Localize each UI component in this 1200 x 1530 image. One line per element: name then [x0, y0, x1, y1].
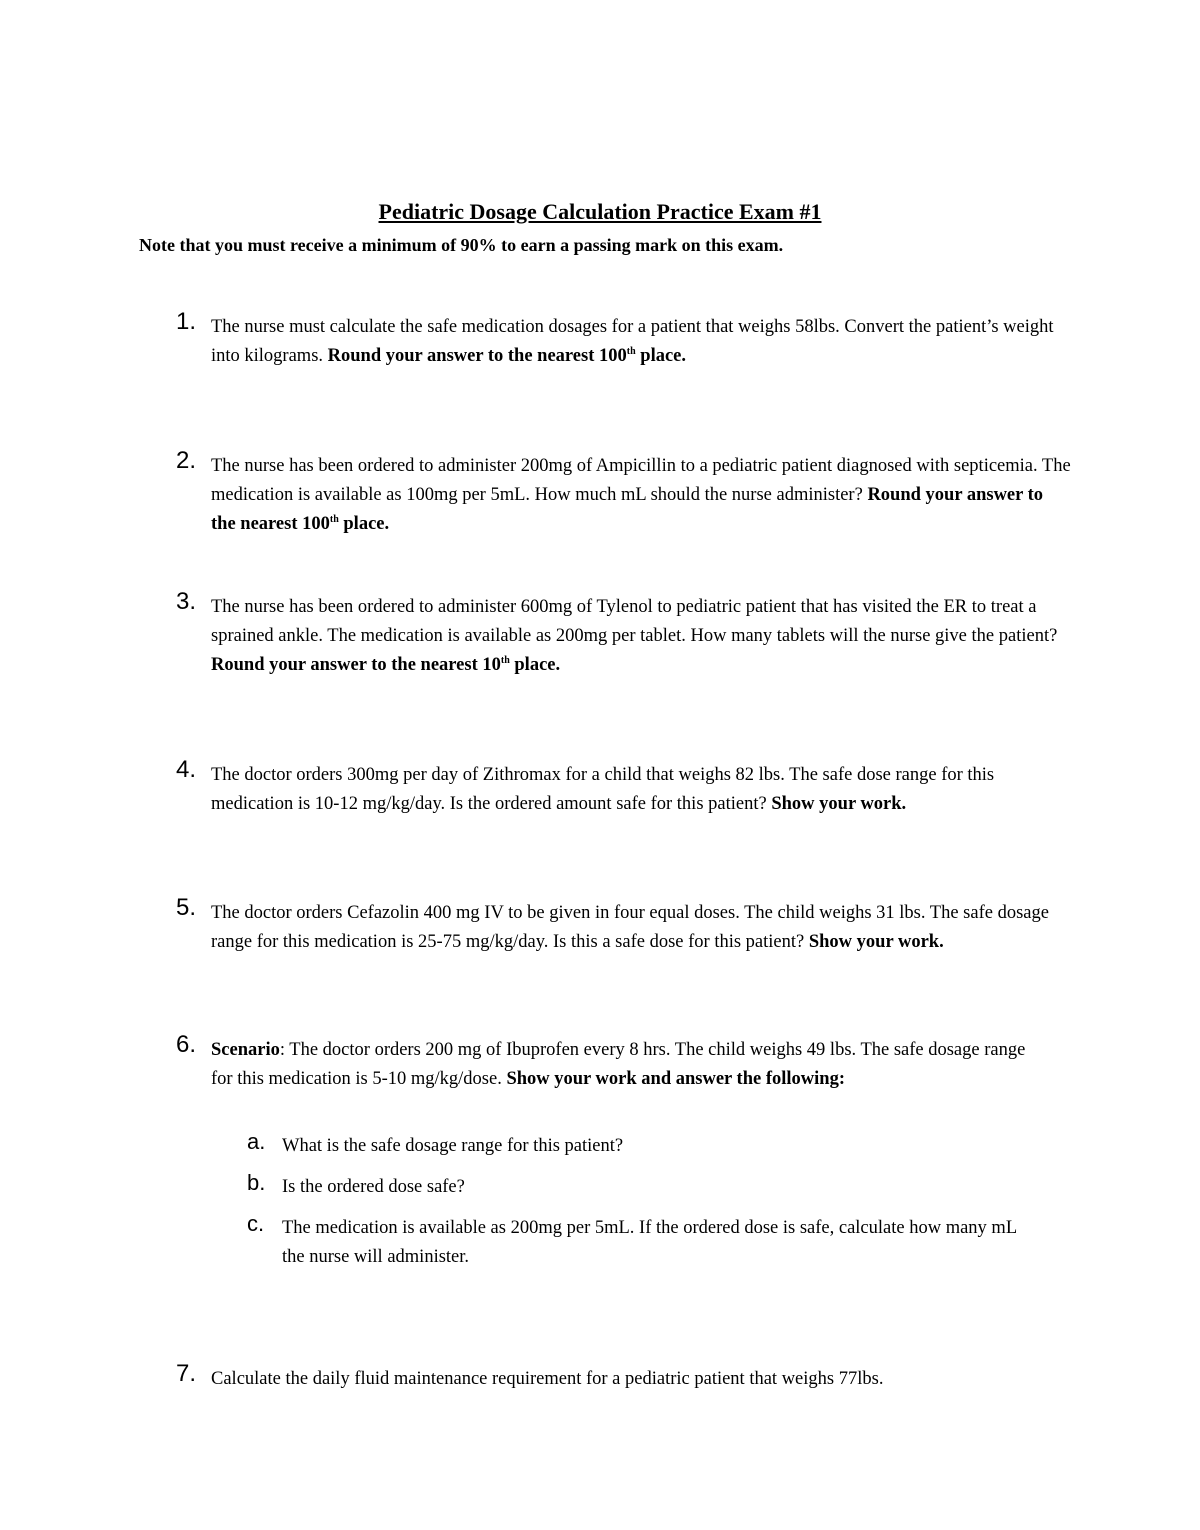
question-text	[211, 761, 1071, 819]
question-number: 2.	[176, 447, 197, 474]
question-body: Calculate the daily fluid maintenance requirement for a pediatric patient that weighs 77lbs.	[211, 1369, 884, 1389]
question-number: 7.	[176, 1360, 197, 1387]
sub-question-letter: a.	[247, 1129, 266, 1154]
question-body: The doctor orders Cefazolin 400 mg IV to be given in four equal doses. The child weighs 31 lbs. The safe dosage range for this medication is 25-75 mg/kg/day. Is this a safe dose for this patient?	[211, 903, 1049, 952]
question-number: 6.	[176, 1031, 197, 1058]
question-instruction: Round your answer to the nearest 10	[211, 655, 501, 675]
question-body: The nurse must calculate the safe medication dosages for a patient that weighs 58lbs. Convert the patient’s weight into kilograms.	[211, 317, 1054, 366]
ordinal-suffix: th	[329, 513, 339, 525]
question-instruction: Show your work.	[808, 932, 944, 952]
question-text	[211, 313, 1071, 371]
question-body: : The doctor orders 200 mg of Ibuprofen every 8 hrs. The child weighs 49 lbs. The safe dosage range for this medication is 5-10 mg/kg/dose.	[211, 1040, 1026, 1089]
question-instruction-end: place.	[640, 346, 687, 366]
question-body: The nurse has been ordered to administer 200mg of Ampicillin to a pediatric patient diagnosed with septicemia. The medication is available as 100mg per 5mL. How much mL should the nurse administer?	[211, 456, 1071, 505]
question-text	[211, 899, 1061, 957]
question-instruction-end: place.	[514, 655, 561, 675]
question-instruction: Round your answer to the nearest 100	[327, 346, 627, 366]
question-number: 4.	[176, 756, 197, 783]
question-text	[211, 1036, 1051, 1094]
sub-question-text: Is the ordered dose safe?	[282, 1177, 465, 1197]
ordinal-suffix: th	[500, 654, 510, 666]
question-body: The nurse has been ordered to administer 600mg of Tylenol to pediatric patient that has visited the ER to treat a sprained ankle. The medication is available as 200mg per tablet. How many tablets will the nurse give the patient?	[211, 597, 1058, 646]
question-text	[211, 1365, 1011, 1394]
question-instruction: Show your work.	[771, 794, 907, 814]
exam-note: Note that you must receive a minimum of 90% to earn a passing mark on this exam.	[139, 235, 784, 255]
question-number: 3.	[176, 588, 197, 615]
question-instruction: Round your answer to the nearest 100	[211, 485, 1044, 534]
sub-question-text: The medication is available as 200mg per 5mL. If the ordered dose is safe, calculate how many mL the nurse will administer.	[282, 1218, 1017, 1267]
ordinal-suffix: th	[626, 345, 636, 357]
question-number: 5.	[176, 894, 197, 921]
sub-question-text: What is the safe dosage range for this patient?	[282, 1136, 624, 1156]
question-number: 1.	[176, 308, 197, 335]
scenario-label: Scenario	[211, 1040, 280, 1060]
question-instruction-end: place.	[343, 514, 390, 534]
question-text	[211, 593, 1071, 680]
question-instruction: Show your work and answer the following:	[506, 1069, 845, 1089]
page-title: Pediatric Dosage Calculation Practice Exam #1	[378, 199, 822, 224]
question-text	[211, 452, 1071, 539]
question-body: The doctor orders 300mg per day of Zithromax for a child that weighs 82 lbs. The safe dose range for this medication is 10-12 mg/kg/day. Is the ordered amount safe for this patient?	[211, 765, 995, 814]
sub-question-letter: b.	[247, 1170, 266, 1195]
sub-question-letter: c.	[247, 1211, 265, 1236]
